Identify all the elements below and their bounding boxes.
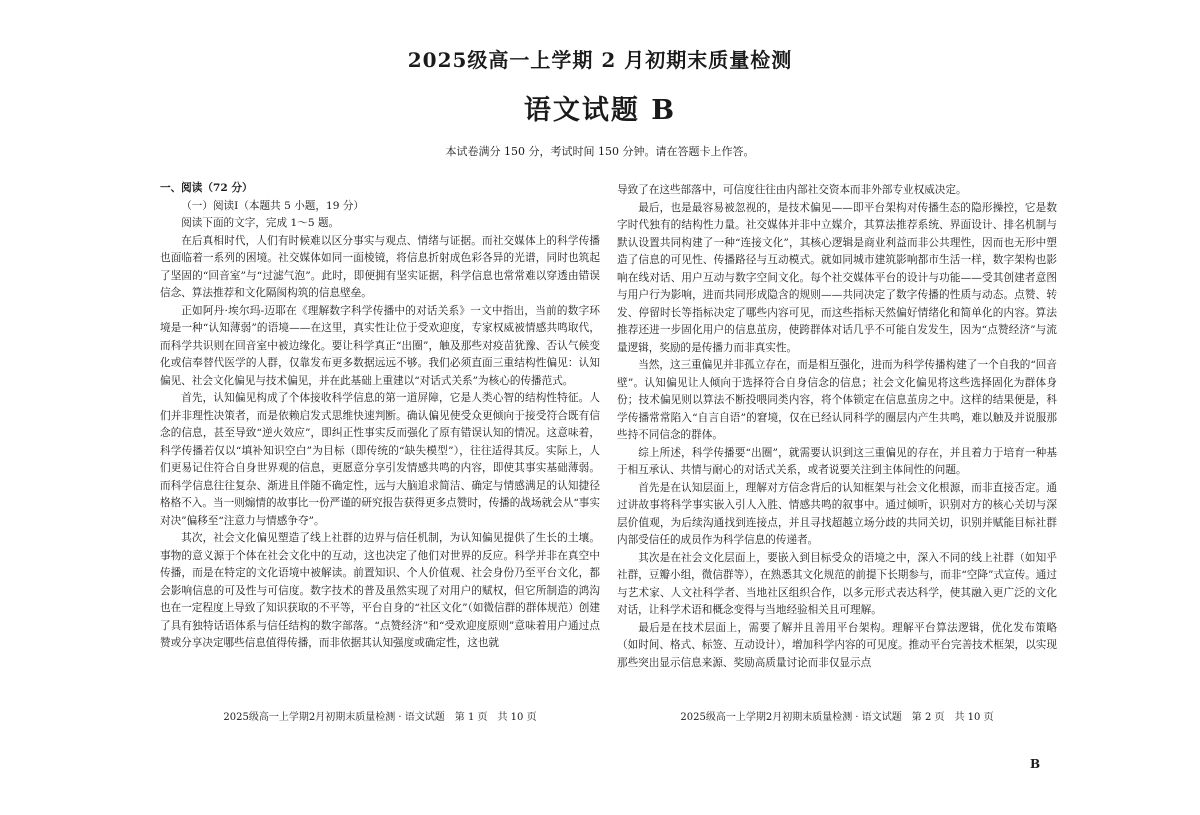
paragraph: 在后真相时代，人们有时候难以区分事实与观点、情绪与证据。而社交媒体上的科学传播也面临着一系列的困境。社交媒体如同一面棱镜，将信息折射成色彩各异的光谱，同时也筑起了坚固的“回音室”与“过滤气泡”。此时，即便拥有坚实证据，科学信息也常常难以穿透由错误信念、算法推荐和文化隔阂构筑的信息壁垒。 (160, 234, 600, 299)
page-2-column (617, 182, 1057, 672)
page-1-column (160, 180, 600, 653)
paragraph: 导致了在这些部落中，可信度往往由内部社交资本而非外部专业权威决定。 (617, 184, 967, 196)
exam-instructions: 本试卷满分 150 分，考试时间 150 分钟。请在答题卡上作答。 (445, 145, 755, 158)
paragraph: 正如阿丹·埃尔玛-迈耶在《理解数字科学传播中的对话关系》一文中指出，当前的数字环境是一种“认知薄弱”的语境——在这里，真实性让位于受欢迎度，专家权威被情感共鸣取代，而科学共识则在回音室中被边缘化。要让科学真正“出圈”，触及那些对疫苗犹豫、否认气候变化或信奉替代医学的人群，仅靠发布更多数据远远不够。我们必须直面三重结构性偏见：认知偏见、社会文化偏见与技术偏见，并在此基础上重建以“对话式关系”为核心的传播范式。 (160, 304, 600, 387)
paragraph: 其次，社会文化偏见塑造了线上社群的边界与信任机制，为认知偏见提供了生长的土壤。事物的意义源于个体在社会文化中的互动，这也决定了他们对世界的反应。科学并非在真空中传播，而是在特定的文化语境中被解读。前置知识、个人价值观、社会身份乃至平台文化，都会影响信息的可及性与可信度。数字技术的普及虽然实现了对用户的赋权，但它所制造的鸿沟也在一定程度上导致了知识获取的不平等，平台自身的“社区文化”（如微信群的群体规范）创建了具有独特话语体系与信任结构的数字部落。“点赞经济”和“受欢迎度原则”意味着用户通过点赞或分享决定哪些信息值得传播，而非依据其认知强度或确定性，这也就 (160, 532, 600, 649)
section-heading: 一、阅读（72 分） (160, 182, 253, 194)
version-mark: B (1030, 757, 1041, 771)
reading-instruction: 阅读下面的文字，完成 1～5 题。 (181, 217, 340, 229)
paragraph: 首先，认知偏见构成了个体接收科学信息的第一道屏障，它是人类心智的结构性特征。人们并非理性决策者，而是依赖启发式思维快速判断。确认偏见使受众更倾向于接受符合既有信念的信息，甚至导致“逆火效应”，即纠正性事实反而强化了原有错误认知的情况。这意味着，科学传播若仅以“填补知识空白”为目标（即传统的“缺失模型”），往往适得其反。实际上，人们更易记住符合自身世界观的信息，更愿意分享引发情感共鸣的内容，即使其事实基础薄弱。而科学信息往往复杂、渐进且伴随不确定性，远与大脑追求简洁、确定与情感满足的认知捷径格格不入。当一则煽情的故事比一份严谨的研究报告获得更多点赞时，传播的战场就会从“事实对决”偏移至“注意力与情感争夺”。 (160, 392, 600, 527)
paragraph: 综上所述，科学传播要“出圈”，就需要认识到这三重偏见的存在，并且着力于培育一种基于相互承认、共情与耐心的对话式关系，或者说要关注到主体间性的问题。 (617, 446, 1057, 476)
paragraph: 其次是在社会文化层面上，要嵌入到目标受众的语境之中，深入不同的线上社群（如知乎社群，豆瓣小组，微信群等），在熟悉其文化规范的前提下长期参与，而非“空降”式宣传。通过与艺术家、人文社科学者、当地社区组织合作，以多元形式表达科学，使其融入更广泛的文化对话，让科学术语和概念变得与当地经验相关且可理解。 (617, 551, 1057, 616)
subsection-heading: （一）阅读Ⅰ（本题共 5 小题，19 分） (181, 199, 365, 212)
subject-title: 语文试题 B (523, 95, 677, 126)
paragraph: 最后是在技术层面上，需要了解并且善用平台架构。理解平台算法逻辑，优化发布策略（如时间、格式、标签、互动设计），增加科学内容的可见度。推动平台完善技术框架，以实现那些突出显示信息来源、奖励高质量讨论而非仅显示点 (617, 621, 1057, 669)
exam-title: 2025级高一上学期 2 月初期末质量检测 (407, 48, 793, 72)
page-2-footer: 2025级高一上学期2月初期末质量检测 · 语文试题 第 2 页 共 10 页 (680, 712, 994, 723)
paragraph: 首先是在认知层面上，理解对方信念背后的认知框架与社会文化根源，而非直接否定。通过讲故事将科学事实嵌入引人入胜、情感共鸣的叙事中。通过倾听，识别对方的核心关切与深层价值观，为后续沟通找到连接点，并且寻找超越立场分歧的共同关切，识别并赋能目标社群内部受信任的成员作为科学信息的传递者。 (617, 481, 1057, 546)
page-1-footer: 2025级高一上学期2月初期末质量检测 · 语文试题 第 1 页 共 10 页 (223, 712, 537, 723)
paragraph: 当然，这三重偏见并非孤立存在，而是相互强化，进而为科学传播构建了一个自我的“回音壁”。认知偏见让人倾向于选择符合自身信念的信息；社会文化偏见将这些选择固化为群体身份；技术偏见则以算法不断投喂同类内容，将个体锁定在信息茧房之中。这样的结果便是，科学传播常常陷入“自言自语”的窘境，仅在已经认同科学的圈层内产生共鸣，难以触及并说服那些持不同信念的群体。 (617, 359, 1057, 441)
paragraph: 最后，也是最容易被忽视的，是技术偏见——即平台架构对传播生态的隐形操控，它是数字时代独有的结构性力量。社交媒体并非中立媒介，其算法推荐系统、界面设计、排名机制与默认设置共同构建了一种“连接文化”，其核心逻辑是商业利益而非公共理性，因而也无形中塑造了信息的可见性、传播路径与互动模式。就如同城市建筑影响都市生活一样，数字架构也影响在线对话、用户互动与数字空间文化。每个社交媒体平台的设计与功能——受其创建者意图与用户行为影响，进而共同形成隐含的规则——共同决定了数字传播的性质与动态。点赞、转发、停留时长等指标决定了哪些内容可见，而这些指标天然偏好情绪化和简单化的内容。算法推荐还进一步固化用户的信息茧房，使跨群体对话几乎不可能自发发生，因为“点赞经济”与流量逻辑，奖励的是传播力而非真实性。 (617, 201, 1057, 354)
